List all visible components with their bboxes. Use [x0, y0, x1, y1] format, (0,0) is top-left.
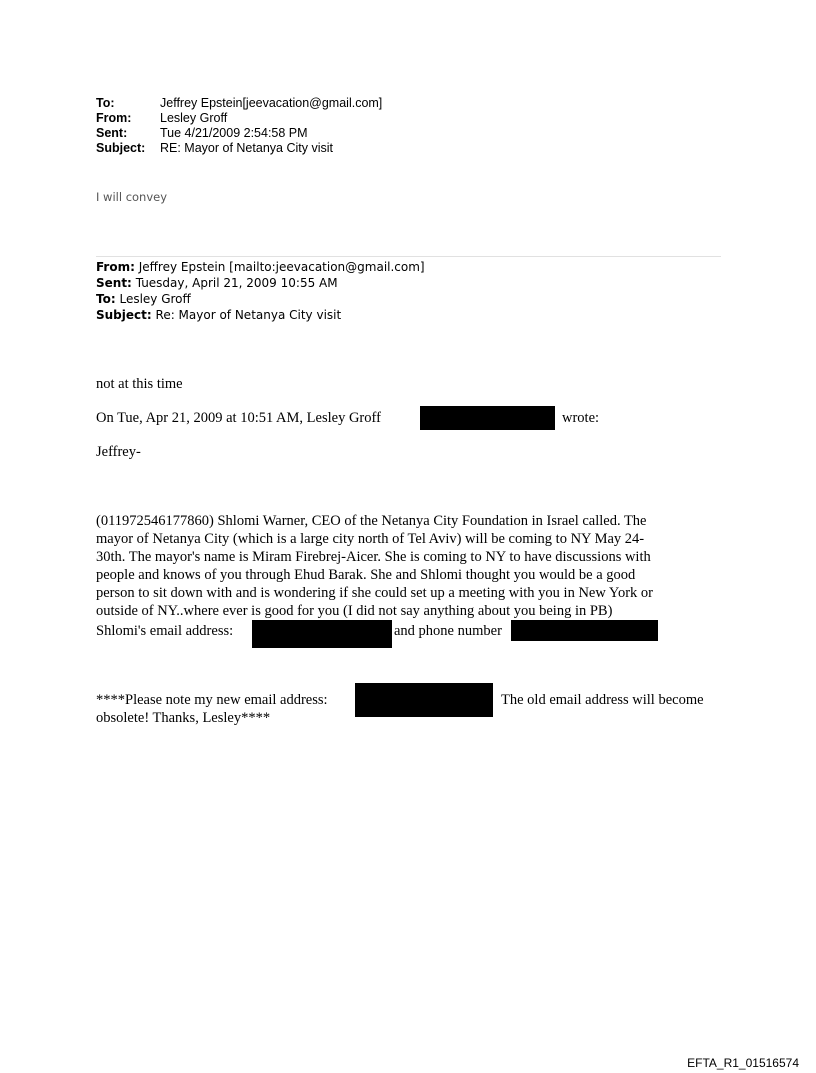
quoted-sent-value: Tuesday, April 21, 2009 10:55 AM [135, 276, 338, 290]
sent-label: Sent: [96, 126, 128, 140]
phone-label: and phone number [394, 623, 502, 639]
from-value: Lesley Groff [160, 111, 228, 125]
quoted-from-label: From: [96, 260, 135, 274]
paragraph-line: 30th. The mayor's name is Miram Firebrej-Aicer. She is coming to NY to have discussions with [96, 549, 651, 565]
redaction-block [511, 620, 658, 641]
paragraph-line: outside of NY..where ever is good for you (I did not say anything about you being in PB) [96, 603, 613, 619]
quoted-from-value: Jeffrey Epstein [mailto:jeevacation@gmail.com] [138, 260, 425, 274]
on-wrote-suffix: wrote: [562, 410, 600, 426]
redaction-block [355, 683, 493, 717]
email-label: Shlomi's email address: [96, 623, 234, 639]
paragraph-line: person to sit down with and is wondering if she could set up a meeting with you in New York or [96, 585, 653, 601]
from-label: From: [96, 111, 132, 125]
quoted-subject-label: Subject: [96, 308, 152, 322]
on-wrote-prefix: On Tue, Apr 21, 2009 at 10:51 AM, Lesley Groff [96, 410, 381, 426]
note-line2: obsolete! Thanks, Lesley**** [96, 710, 271, 726]
body-not-at-this-time: not at this time [96, 376, 183, 392]
quoted-to-value: Lesley Groff [119, 292, 191, 306]
quoted-subject-value: Re: Mayor of Netanya City visit [155, 308, 342, 322]
quoted-to-label: To: [96, 292, 116, 306]
email-header [96, 96, 382, 156]
to-value: Jeffrey Epstein[jeevacation@gmail.com] [160, 96, 383, 110]
sent-value: Tue 4/21/2009 2:54:58 PM [160, 126, 308, 140]
paragraph-line: mayor of Netanya City (which is a large city north of Tel Aviv) will be coming to NY May 24- [96, 531, 645, 547]
note-prefix: ****Please note my new email address: [96, 692, 328, 708]
greeting: Jeffrey- [96, 444, 141, 460]
subject-value: RE: Mayor of Netanya City visit [160, 141, 333, 155]
quote-divider [96, 256, 721, 257]
paragraph-line: (011972546177860) Shlomi Warner, CEO of the Netanya City Foundation in Israel called. The [96, 513, 647, 529]
paragraph-line: people and knows of you through Ehud Barak. She and Shlomi thought you would be a good [96, 567, 636, 583]
document-id: EFTA_R1_01516574 [687, 1056, 799, 1070]
quoted-header [96, 259, 425, 323]
redaction-block [420, 406, 555, 430]
subject-label: Subject: [96, 141, 146, 155]
quoted-sent-label: Sent: [96, 276, 132, 290]
to-label: To: [96, 96, 115, 110]
redaction-block [252, 620, 392, 648]
note-suffix: The old email address will become [501, 692, 704, 708]
reply-text: I will convey [96, 190, 168, 204]
